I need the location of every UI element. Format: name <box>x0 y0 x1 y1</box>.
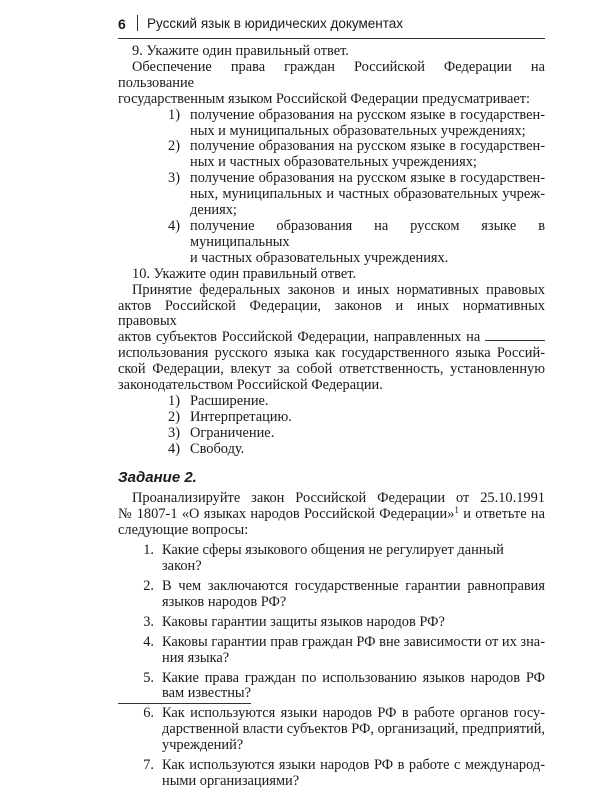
option-text: Ограничение. <box>190 424 275 441</box>
question-text: В чем заключаются государственные гарантии равноправия <box>162 578 545 594</box>
task-2-intro-line <box>118 507 545 523</box>
option-text: ных и частных образовательных учреждениях; <box>190 154 477 171</box>
option-text: дениях; <box>190 202 237 219</box>
question-9-option <box>118 139 545 171</box>
answer-blank <box>485 330 545 341</box>
option-text: Интерпретацию. <box>190 408 292 425</box>
page-body <box>118 44 545 790</box>
task-2-question <box>118 758 545 790</box>
task-2-question <box>118 615 545 631</box>
question-9-option <box>118 108 545 140</box>
option-text: Свободу. <box>190 440 245 457</box>
question-text: ными организациями? <box>162 772 300 789</box>
question-9-heading: 9. Укажите один правильный ответ. <box>132 43 349 59</box>
question-text: учреждений? <box>162 737 244 754</box>
question-10-stem-line: законодательством Российской Федерации. <box>118 377 383 394</box>
question-number: 6. <box>143 705 154 722</box>
task-2-title: Задание 2. <box>118 468 197 486</box>
task-2-question <box>118 635 545 667</box>
option-number: 4) <box>168 217 180 234</box>
question-number: 4. <box>143 633 154 650</box>
question-10-option <box>118 426 545 442</box>
task-2-question <box>118 671 545 703</box>
question-9-option <box>118 219 545 267</box>
option-text: и частных образовательных учреждениях. <box>190 249 449 266</box>
question-10-stem-line: использования русского языка как государственного языка Россий- <box>118 345 545 362</box>
running-header <box>118 14 545 39</box>
question-text: вам известны? <box>162 685 251 702</box>
option-number: 1) <box>168 106 180 123</box>
header-separator <box>137 15 138 31</box>
option-text: ных и муниципальных образовательных учреждениях; <box>190 122 526 139</box>
option-text: получение образования на русском языке в государствен- <box>190 170 545 187</box>
question-10-stem-line <box>118 330 545 346</box>
footnote-divider <box>118 703 251 704</box>
intro-text: и ответьте на <box>458 506 545 523</box>
option-number: 1) <box>168 392 180 409</box>
stem-text: актов субъектов Российской Федерации, направленных на <box>118 329 481 346</box>
option-text: получение образования на русском языке в государствен- <box>190 138 545 155</box>
option-number: 2) <box>168 408 180 425</box>
option-number: 3) <box>168 424 180 441</box>
question-text: дарственной власти субъектов РФ, организаций, предприятий, <box>162 721 545 738</box>
question-text: Каковы гарантии прав граждан РФ вне зависимости от их зна- <box>162 633 545 650</box>
question-10-option <box>118 410 545 426</box>
question-text: ния языка? <box>162 649 230 666</box>
page-number: 6 <box>118 16 126 32</box>
question-number: 3. <box>143 613 154 630</box>
question-10-option <box>118 394 545 410</box>
question-10-stem-line: ской Федерации, влекут за собой ответственность, установленную <box>118 361 545 378</box>
task-2-question <box>118 543 545 575</box>
footnote-marker: 1 <box>454 505 459 516</box>
task-2-question <box>118 706 545 754</box>
intro-text: № 1807-1 «О языках народов Российской Федерации» <box>118 506 455 523</box>
question-10-option <box>118 442 545 458</box>
task-2-question <box>118 579 545 611</box>
question-text: Как используются языки народов РФ в работе органов госу- <box>162 705 545 722</box>
question-9-option <box>118 171 545 219</box>
option-number: 4) <box>168 440 180 457</box>
running-title: Русский язык в юридических документах <box>147 16 404 31</box>
task-2-intro-line: следующие вопросы: <box>118 522 249 539</box>
question-9-stem-line: Обеспечение права граждан Российской Федерации на пользование <box>118 58 545 91</box>
question-number: 5. <box>143 669 154 686</box>
question-number: 2. <box>143 578 154 594</box>
question-10-heading: 10. Укажите один правильный ответ. <box>132 265 357 282</box>
option-text: ных, муниципальных и частных образовательных учреж- <box>190 186 545 203</box>
task-2-intro-line: Проанализируйте закон Российской Федерации от 25.10.1991 <box>132 490 545 507</box>
option-text: получение образования на русском языке в муниципальных <box>190 217 545 250</box>
question-number: 7. <box>143 757 154 774</box>
question-text: языков народов РФ? <box>162 593 287 610</box>
option-number: 3) <box>168 170 180 187</box>
option-text: получение образования на русском языке в государствен- <box>190 106 545 123</box>
question-text: Какие права граждан по использованию языков народов РФ <box>162 669 545 686</box>
question-number: 1. <box>143 542 154 559</box>
question-10-stem-line: актов Российской Федерации, законов и иных нормативных правовых <box>118 297 545 330</box>
question-text: Каковы гарантии защиты языков народов РФ? <box>162 613 445 630</box>
option-text: Расширение. <box>190 392 269 409</box>
question-text: Как используются языки народов РФ в работе с международ- <box>162 757 545 774</box>
option-number: 2) <box>168 138 180 155</box>
question-9-stem-line: государственным языком Российской Федерации предусматривает: <box>118 90 531 107</box>
question-10-stem-line: Принятие федеральных законов и иных нормативных правовых <box>132 281 545 298</box>
question-text: Какие сферы языкового общения не регулирует данный закон? <box>162 542 504 575</box>
